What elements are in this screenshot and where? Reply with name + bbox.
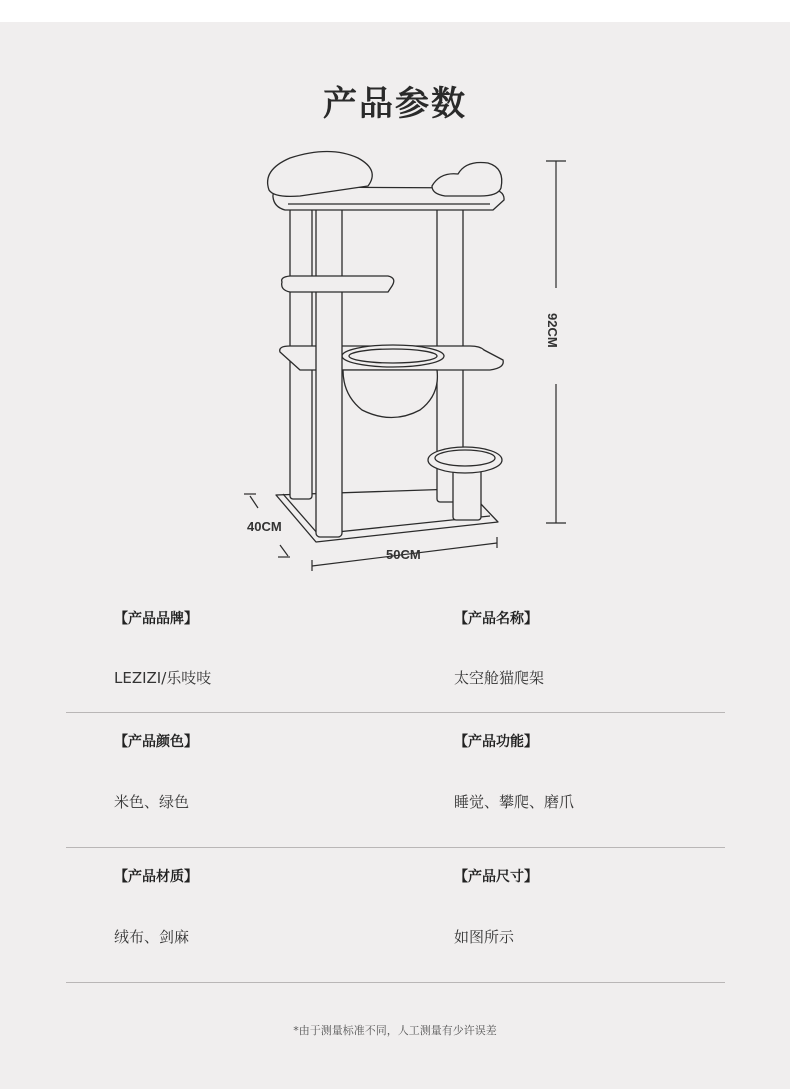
step-bowl xyxy=(428,447,502,473)
spec-label: 【产品尺寸】 xyxy=(454,869,538,885)
spec-value: 太空舱猫爬架 xyxy=(454,669,545,687)
spec-label: 【产品颜色】 xyxy=(114,734,198,750)
spec-value: LEZIZI/乐吱吱 xyxy=(114,669,212,687)
spec-label: 【产品功能】 xyxy=(454,734,538,750)
spec-label: 【产品名称】 xyxy=(454,611,538,627)
measurement-note: *由于测量标准不同，人工测量有少许误差 xyxy=(293,1024,497,1037)
spec-label: 【产品材质】 xyxy=(114,869,198,885)
spec-row xyxy=(66,590,725,713)
page-title: 产品参数 xyxy=(323,84,467,124)
spec-value: 睡觉、攀爬、磨爪 xyxy=(454,793,575,811)
spec-label: 【产品品牌】 xyxy=(114,611,198,627)
front-tall-post xyxy=(316,197,342,537)
height-dimension-label: 92CM xyxy=(545,313,560,348)
width-dimension-label: 50CM xyxy=(386,547,421,562)
spec-row xyxy=(66,713,725,848)
hanging-pod xyxy=(343,370,437,418)
small-shelf xyxy=(282,276,394,292)
spec-value: 绒布、剑麻 xyxy=(114,928,190,946)
spec-value: 米色、绿色 xyxy=(114,793,190,811)
spec-row xyxy=(66,848,725,983)
step-post xyxy=(453,468,481,520)
top-cushion-right xyxy=(432,162,502,196)
middle-bowl xyxy=(342,345,444,367)
depth-dimension-label: 40CM xyxy=(247,519,282,534)
spec-table xyxy=(66,590,725,983)
spec-value: 如图所示 xyxy=(454,928,515,946)
